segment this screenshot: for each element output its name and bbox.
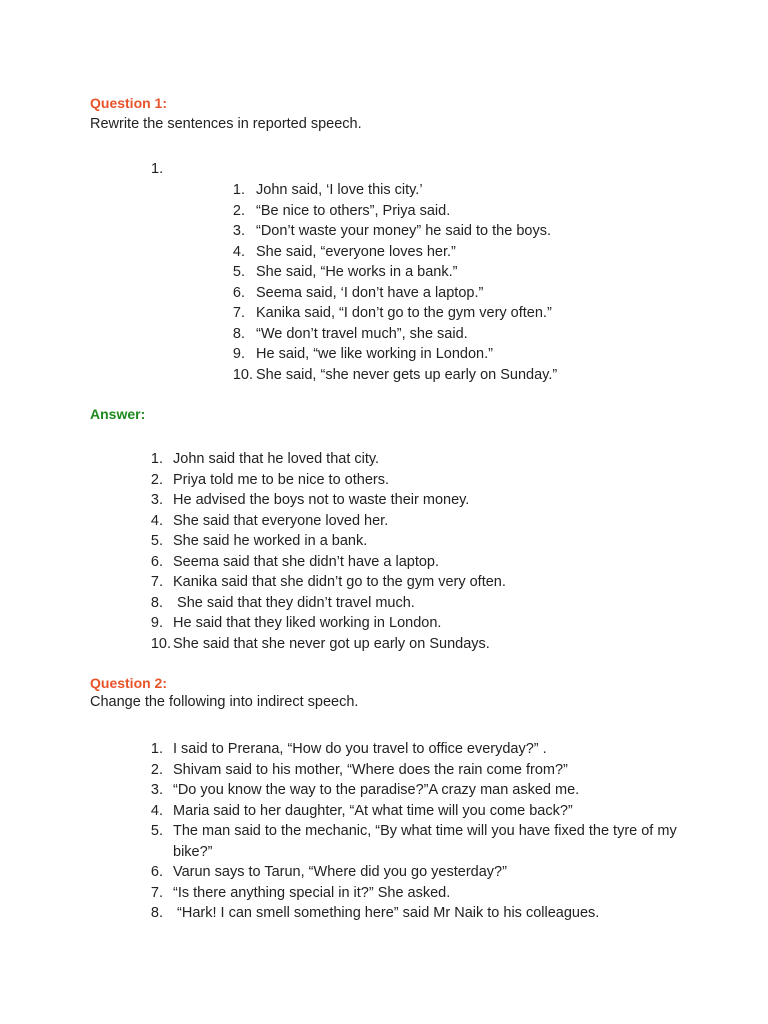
list-number: 3. [232, 223, 245, 239]
list-text: She said, “she never gets up early on Sunday.” [256, 366, 558, 383]
list-number: 7. [232, 305, 245, 321]
list-item [0, 572, 768, 593]
list-item [0, 739, 768, 760]
list-text: “We don’t travel much”, she said. [256, 325, 468, 342]
list-number: 9. [232, 346, 245, 362]
question-2-instruction: Change the following into indirect speech. [90, 694, 359, 710]
list-number: 8. [150, 905, 163, 921]
list-item [0, 470, 768, 491]
list-number: 9. [150, 615, 163, 631]
list-item [0, 593, 768, 614]
list-item [0, 180, 768, 201]
list-item [0, 262, 768, 283]
list-item [0, 801, 768, 822]
list-item [0, 821, 768, 862]
list-text: She said, “everyone loves her.” [256, 243, 456, 260]
question-1-list [0, 180, 768, 385]
list-text: Kanika said, “I don’t go to the gym very often.” [256, 305, 552, 321]
list-item [0, 552, 768, 573]
list-text: Varun says to Tarun, “Where did you go yesterday?” [173, 864, 507, 880]
list-number: 3. [150, 782, 163, 798]
outer-list-number: 1. [151, 161, 164, 177]
list-item [0, 221, 768, 242]
list-text: I said to Prerana, “How do you travel to office everyday?” . [173, 741, 547, 757]
list-text: She said that she never got up early on Sundays. [173, 635, 490, 652]
list-item [0, 613, 768, 634]
list-item [0, 883, 768, 904]
list-number: 6. [150, 864, 163, 880]
list-number: 2. [232, 202, 245, 219]
list-item [0, 283, 768, 304]
list-text: Seema said that she didn’t have a laptop. [173, 553, 440, 570]
question-1-instruction: Rewrite the sentences in reported speech. [90, 116, 362, 132]
list-text: John said, ‘I love this city.’ [256, 182, 423, 198]
list-text: “Be nice to others”, Priya said. [256, 202, 451, 219]
list-text: He said that they liked working in London. [173, 615, 442, 631]
list-item [0, 511, 768, 532]
list-item [0, 780, 768, 801]
list-number: 8. [150, 594, 163, 611]
list-item [0, 303, 768, 324]
list-item [0, 490, 768, 511]
list-text: Shivam said to his mother, “Where does the rain come from?” [173, 761, 568, 778]
list-number: 1. [150, 741, 163, 757]
list-item [0, 634, 768, 655]
list-text: “Is there anything special in it?” She asked. [173, 884, 451, 901]
question-2-list [0, 739, 768, 924]
list-text: Seema said, ‘I don’t have a laptop.” [256, 284, 484, 301]
question-1-label: Question 1: [90, 95, 168, 111]
list-text: Kanika said that she didn’t go to the gym very often. [173, 574, 506, 590]
list-text: She said that everyone loved her. [173, 512, 389, 529]
list-number: 1. [232, 182, 245, 198]
list-item [0, 242, 768, 263]
list-text: She said that they didn’t travel much. [173, 594, 415, 611]
list-text: “Don’t waste your money” he said to the boys. [256, 223, 551, 239]
list-number: 4. [232, 243, 245, 260]
list-number: 7. [150, 574, 163, 590]
list-number: 4. [150, 512, 163, 529]
list-item [0, 760, 768, 781]
list-number: 3. [150, 492, 163, 508]
list-number: 4. [150, 802, 163, 819]
answer-list [0, 449, 768, 654]
list-number: 10. [232, 366, 253, 383]
list-item [0, 449, 768, 470]
list-number: 2. [150, 471, 163, 488]
list-number: 5. [150, 533, 163, 549]
list-item [0, 201, 768, 222]
answer-label: Answer: [90, 406, 146, 422]
list-item [0, 344, 768, 365]
list-text: “Hark! I can smell something here” said Mr Naik to his colleagues. [173, 905, 600, 921]
question-2-label: Question 2: [90, 675, 168, 691]
list-text: “Do you know the way to the paradise?”A crazy man asked me. [173, 782, 580, 798]
list-number: 5. [150, 823, 163, 839]
list-item [0, 531, 768, 552]
list-text: He said, “we like working in London.” [256, 346, 493, 362]
list-text: She said, “He works in a bank.” [256, 264, 458, 280]
list-number: 6. [150, 553, 163, 570]
list-number: 6. [232, 284, 245, 301]
list-item [0, 365, 768, 386]
list-number: 2. [150, 761, 163, 778]
list-text: John said that he loved that city. [173, 451, 380, 467]
list-text: The man said to the mechanic, “By what time will you have fixed the tyre of my bike?” [173, 823, 677, 860]
list-text: Priya told me to be nice to others. [173, 471, 389, 488]
list-text: Maria said to her daughter, “At what time will you come back?” [173, 802, 573, 819]
list-number: 10. [150, 635, 171, 652]
list-item [0, 862, 768, 883]
list-number: 5. [232, 264, 245, 280]
list-text: She said he worked in a bank. [173, 533, 368, 549]
list-number: 1. [150, 451, 163, 467]
list-number: 8. [232, 325, 245, 342]
list-number: 7. [150, 884, 163, 901]
list-item [0, 324, 768, 345]
list-text: He advised the boys not to waste their money. [173, 492, 470, 508]
list-item [0, 903, 768, 924]
